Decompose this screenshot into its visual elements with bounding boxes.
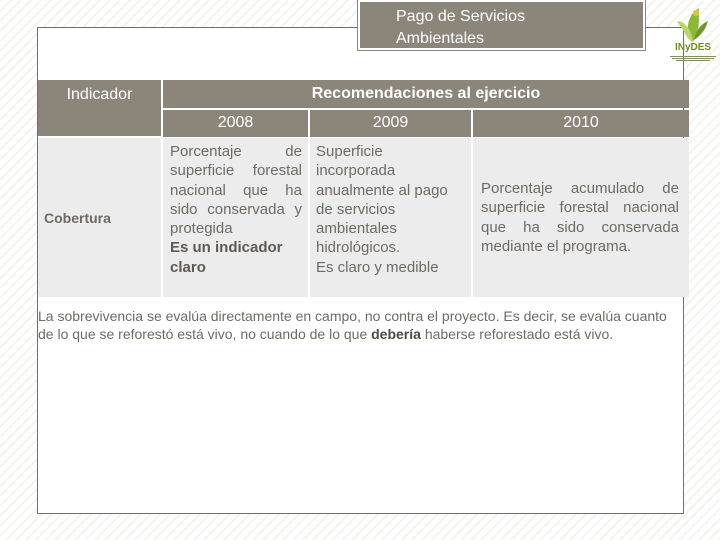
logo-name: INyDES bbox=[674, 42, 712, 53]
footnote bbox=[38, 307, 680, 343]
slide-title-line-2: Ambientales bbox=[396, 30, 485, 47]
header-indicator: Indicador bbox=[38, 80, 161, 136]
header-year-2010: 2010 bbox=[473, 110, 689, 137]
logo-subtitle-lines bbox=[670, 55, 716, 62]
header-year-2009: 2009 bbox=[310, 110, 471, 137]
header-year-2008: 2008 bbox=[163, 110, 308, 137]
row-label-cobertura: Cobertura bbox=[44, 210, 111, 226]
cell-2010 bbox=[473, 138, 689, 297]
cell-2009 bbox=[310, 138, 471, 297]
cell-2008 bbox=[163, 138, 308, 297]
footnote-bold: debería bbox=[371, 326, 421, 342]
slide-title bbox=[358, 0, 645, 50]
row-label-cell bbox=[38, 138, 161, 297]
cell-2010-text: Porcentaje acumulado de superficie forestal nacional que ha sido conservada mediante el programa. bbox=[481, 179, 679, 255]
footnote-part-1: La sobrevivencia se evalúa directamente en campo, no contra el proyecto. Es decir, se evalúa cuanto de lo que se reforestó está vivo, no cuando de lo que bbox=[38, 308, 667, 342]
cell-2009-tail: Es claro y medible bbox=[316, 258, 439, 276]
cell-2009-text: Superficie incorporada anualmente al pago de servicios ambientales hidrológicos. bbox=[316, 143, 448, 257]
header-recommendations: Recomendaciones al ejercicio bbox=[163, 80, 689, 108]
leaf-plant-logo-icon bbox=[666, 4, 720, 70]
footnote-part-2: haberse reforestado está vivo. bbox=[420, 326, 614, 342]
slide-title-line-1: Pago de Servicios bbox=[396, 8, 525, 25]
cell-2008-bold: Es un indicador claro bbox=[170, 239, 283, 276]
cell-2008-text: Porcentaje de superficie forestal nacional que ha sido conservada y protegida bbox=[170, 143, 302, 238]
